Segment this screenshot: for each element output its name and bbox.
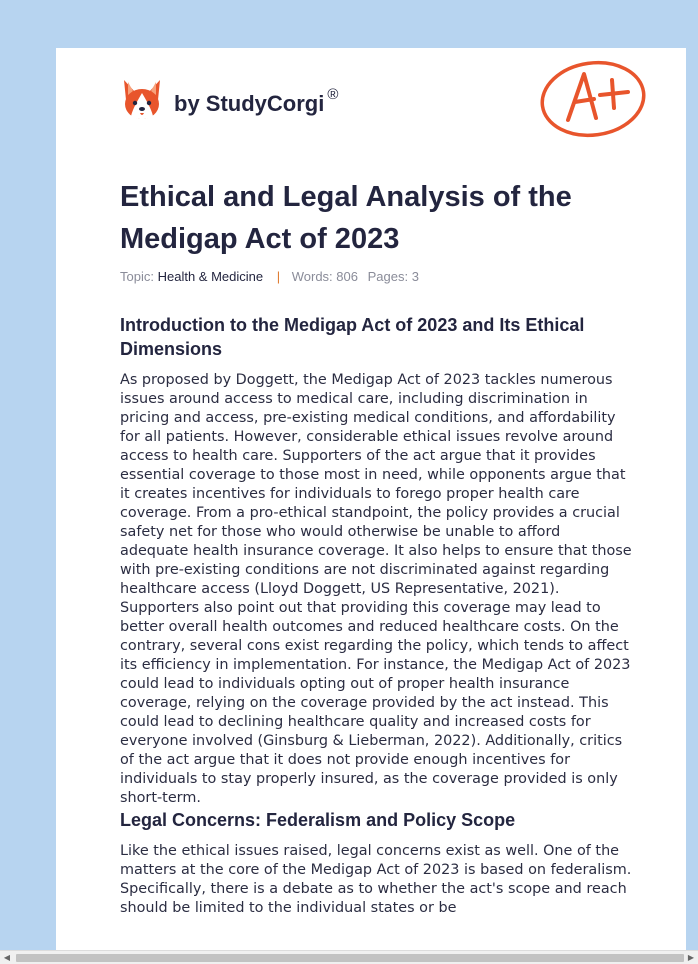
section-paragraph: As proposed by Doggett, the Medigap Act of 2023 tackles numerous issues around access to medical care, including discrimination in pricing and access, pre-existing medical conditions, and affordability for all patients. However, considerable ethical issues revolve around access to health care. Supporters of the act argue that it provides essential coverage to those most in need, while opponents argue that it creates incentives for individuals to forego proper health care coverage. From a pro-ethical standpoint, the policy provides a crucial safety net for those who would otherwise be unable to afford adequate health insurance coverage. It also helps to ensure that those with pre-existing conditions are not discriminated against regarding healthcare access (Lloyd Doggett, US Representative, 2021). Supporters also point out that providing this coverage may lead to better overall health outcomes and reduced healthcare costs. On the contrary, several cons exist regarding the policy, which tends to affect its efficiency in implementation. For instance, the Medigap Act of 2023 could lead to individuals opting out of proper health insurance coverage, relying on the coverage provided by the act instead. This could lead to declining healthcare quality and increased costs for everyone involved (Ginsburg & Lieberman, 2022). Additionally, critics of the act argue that it does not provide enough incentives for individuals to stay properly insured, as the coverage provided is only short-term.: [120, 372, 632, 806]
section-heading: Introduction to the Medigap Act of 2023 and Its Ethical Dimensions: [120, 315, 585, 359]
scrollbar-thumb[interactable]: [16, 954, 684, 962]
corgi-logo-icon: [120, 78, 164, 122]
scroll-left-arrow-icon[interactable]: ◀: [3, 953, 11, 962]
registered-mark: ®: [327, 86, 339, 103]
section-heading: Legal Concerns: Federalism and Policy Scope: [120, 810, 516, 830]
document-body: [120, 313, 632, 918]
brand-name: by StudyCorgi ®: [174, 86, 339, 116]
document-title: Ethical and Legal Analysis of the Medigap Act of 2023: [120, 181, 572, 255]
brand-logo[interactable]: [120, 76, 338, 124]
page-count: Pages: 3: [367, 269, 419, 284]
meta-separator: |: [276, 269, 281, 284]
scroll-right-arrow-icon[interactable]: ▶: [687, 953, 695, 962]
document-page: [56, 48, 686, 950]
topic-label: Topic:: [120, 269, 154, 284]
section-paragraph: Like the ethical issues raised, legal concerns exist as well. One of the matters at the core of the Medigap Act of 2023 is based on federalism. Specifically, there is a debate as to whether the act's scope and reach should be limited to the individual states or be: [120, 843, 632, 916]
word-count: Words: 806: [291, 269, 358, 284]
topic-link[interactable]: Health & Medicine: [157, 269, 264, 284]
a-plus-grade-icon: [538, 58, 648, 140]
document-meta: [120, 269, 419, 284]
horizontal-scrollbar[interactable]: [0, 950, 698, 964]
